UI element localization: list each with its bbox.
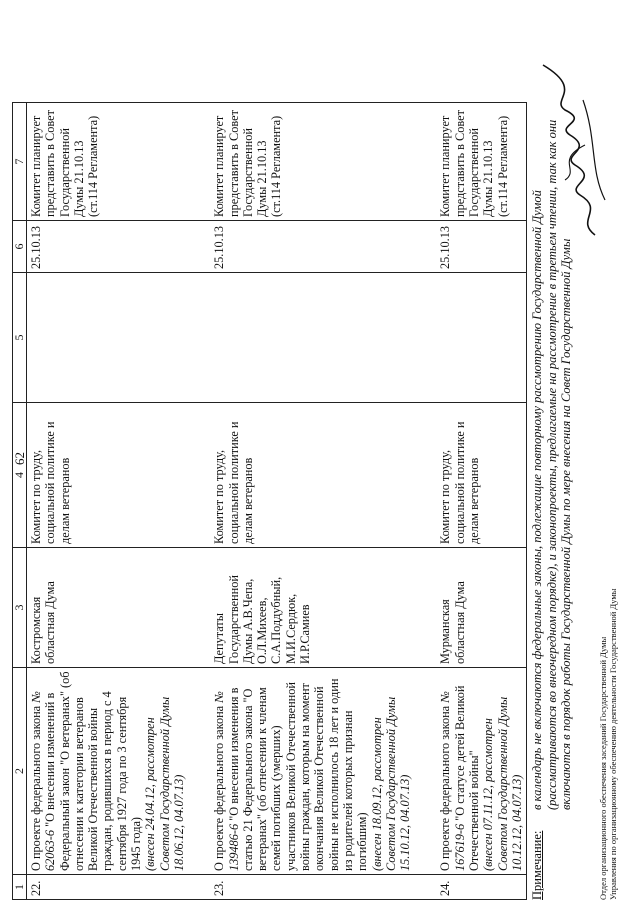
bills-table [12,102,527,900]
col5-cell [27,273,189,403]
bill-cell [436,668,526,875]
date-cell: 25.10.13 [436,221,526,273]
page-number: 62 [12,452,27,465]
bill-number: № 62063-6 [29,691,58,871]
footer-line-1: Отдел организационного обеспечения заседаний Государственной Думы [598,636,608,900]
col-header-5: 5 [13,273,27,403]
col-header-4: 4 [13,403,27,548]
date-cell: 25.10.13 [210,221,414,273]
bill-title [438,671,481,871]
table-row [210,103,414,900]
plan-cell: Комитет планирует представить в Совет Государственной Думы 21.10.13 (ст.114 Регламента) [436,103,526,221]
row-gap [188,103,210,900]
col-header-1: 1 [13,875,27,900]
plan-cell: Комитет планирует представить в Совет Государственной Думы 21.10.13 (ст.114 Регламента) [210,103,414,221]
bill-name: "О внесении изменения в статью 21 Федерального закона "О ветеранах" (об отнесении к членам семей погибших (умерших) участников Великой Отечественной войны граждан, которым на момент окончания Великой Отечественной войны не исполнилось 18 лет и один из родителей которых признан погибшим) [226,678,370,871]
row-number: 24. [436,875,526,900]
bill-number: № 139486-6 [212,691,241,871]
note-text: в календарь не включаются федеральные законы, подлежащие повторному рассмотрению Государственной Думой (рассматриваются во внеочередном порядке), и законопроекты, предлагаемые на рассмотрение в третьем чтении, так как они включаются в порядок работы Государственной Думы по мере внесения на Совет Государственной Думы [530,119,573,810]
bill-name: "О статусе детей Великой Отечественной войны" [452,685,482,871]
bill-prefix: О проекте федерального закона [438,702,453,871]
col-header-3: 3 [13,548,27,668]
col-header-6: 6 [13,221,27,273]
bill-prefix: О проекте федерального закона [212,702,227,871]
bill-name: "О внесении изменений в Федеральный закон "О ветеранах" (об отнесении к категории ветеранов Великой Отечественной войны граждан, родившихся в период с 4 сентября 1927 года по 3 сентября 1945 года) [43,671,144,871]
bill-info: (внесен 18.09.12, рассмотрен Советом Государственной Думы 15.10.12, 04.07.13) [369,696,413,871]
committee-cell: Комитет по труду, социальной политике и делам ветеранов [210,403,414,548]
footer [598,589,618,900]
author-cell: Костромская областная Дума [27,548,189,668]
row-number: 23. [210,875,414,900]
bill-cell [27,668,189,875]
committee-cell: Комитет по труду, социальной политике и делам ветеранов [436,403,526,548]
bill-number: № 167619-6 [438,691,467,871]
author-cell: Мурманская областная Дума [436,548,526,668]
footer-line-2: Управления по организационному обеспечению деятельности Государственной Думы [608,588,618,900]
committee-cell: Комитет по труду, социальной политике и делам ветеранов [27,403,189,548]
plan-cell: Комитет планирует представить в Совет Государственной Думы 21.10.13 (ст.114 Регламента) [27,103,189,221]
bill-title [29,671,143,871]
bill-prefix: О проекте федерального закона [29,702,43,871]
col5-cell [210,273,414,403]
table-row [436,103,526,900]
handwritten-signature [535,60,615,240]
bill-info: (внесен 24.04.12, рассмотрен Советом Государственной Думы 18.06.12, 04.07.13) [143,696,186,871]
bill-title [212,671,369,871]
table-row [27,103,189,900]
col5-cell [436,273,526,403]
bill-info: (внесен 07.11.12, рассмотрен Советом Государственной Думы 10.12.12, 04.07.13) [481,696,524,871]
row-gap [414,103,436,900]
author-cell: Депутаты Государственной Думы А.В.Чепа, О.Л.Михеев, С.А.Поддубный, М.И.Сердюк, И.Р.Самиев [210,548,414,668]
note-label: Примечание: [530,830,544,900]
col-header-7: 7 [13,103,27,221]
bill-cell [210,668,414,875]
date-cell: 25.10.13 [27,221,189,273]
header-row [13,103,27,900]
col-header-2: 2 [13,668,27,875]
row-number: 22. [27,875,189,900]
